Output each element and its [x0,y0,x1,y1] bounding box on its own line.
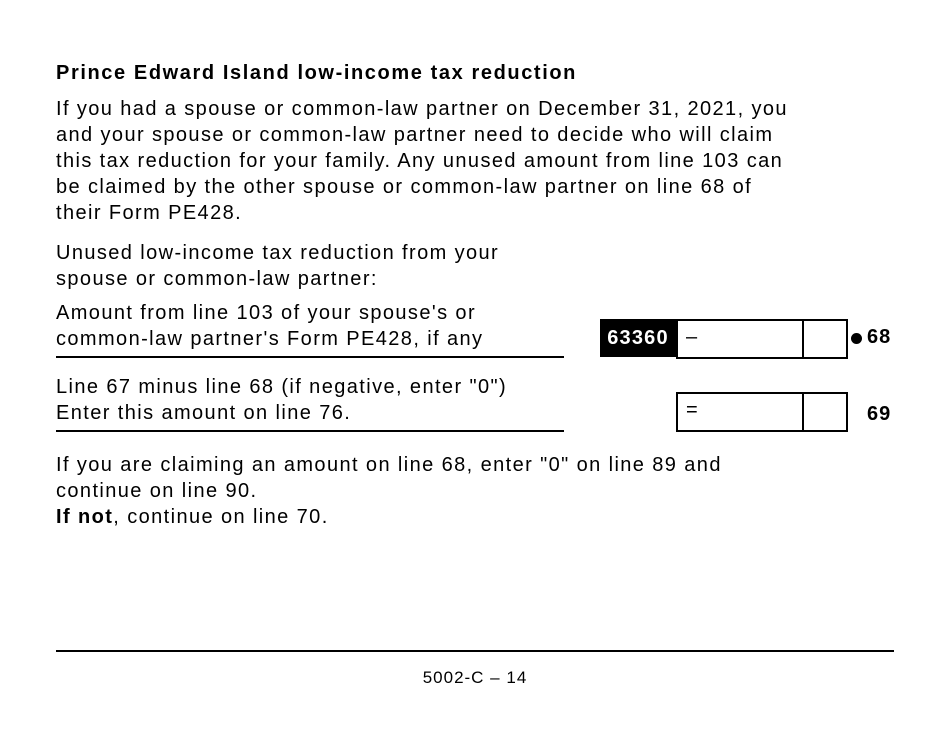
line-number-68: 68 [867,326,892,348]
equals-operator: = [686,399,698,421]
footer-divider [56,650,894,652]
subheading-line: spouse or common-law partner: [56,268,378,290]
cents-divider [802,394,804,430]
intro-line: and your spouse or common-law partner need to decide who will claim [56,124,774,146]
line-69-label-line: Line 67 minus line 68 (if negative, enter "0") [56,376,508,398]
line-68-label [56,300,576,352]
line-69-amount-field[interactable] [676,392,848,432]
line-69-underline [56,430,564,432]
closing-line: If you are claiming an amount on line 68, enter "0" on line 89 and [56,454,722,476]
intro-paragraph [56,96,916,226]
intro-line: be claimed by the other spouse or common-law partner on line 68 of [56,176,753,198]
subheading-line: Unused low-income tax reduction from your [56,242,500,264]
line-69-label-line: Enter this amount on line 76. [56,402,352,424]
closing-line: continue on line 90. [56,480,258,502]
line-68-label-line: Amount from line 103 of your spouse's or [56,302,477,324]
unused-reduction-subheading [56,240,576,292]
cents-divider [802,321,804,357]
bullet-icon [851,333,862,344]
line-number-69: 69 [867,403,892,425]
closing-instructions [56,452,916,530]
intro-line: their Form PE428. [56,202,243,224]
minus-operator: – [686,326,698,348]
line-68-label-line: common-law partner's Form PE428, if any [56,328,484,350]
line-68-amount-field[interactable] [676,319,848,359]
if-not-rest: , continue on line 70. [113,506,329,528]
closing-line [56,504,916,530]
intro-line: If you had a spouse or common-law partner on December 31, 2021, you [56,98,788,120]
if-not-emphasis: If not [56,506,114,528]
line-68-underline [56,356,564,358]
line-69-label [56,374,576,426]
section-title: Prince Edward Island low-income tax reduction [56,62,577,84]
intro-line: this tax reduction for your family. Any unused amount from line 103 can [56,150,784,172]
page-number: 5002-C – 14 [422,668,528,687]
line-68-field-code: 63360 [600,319,676,357]
